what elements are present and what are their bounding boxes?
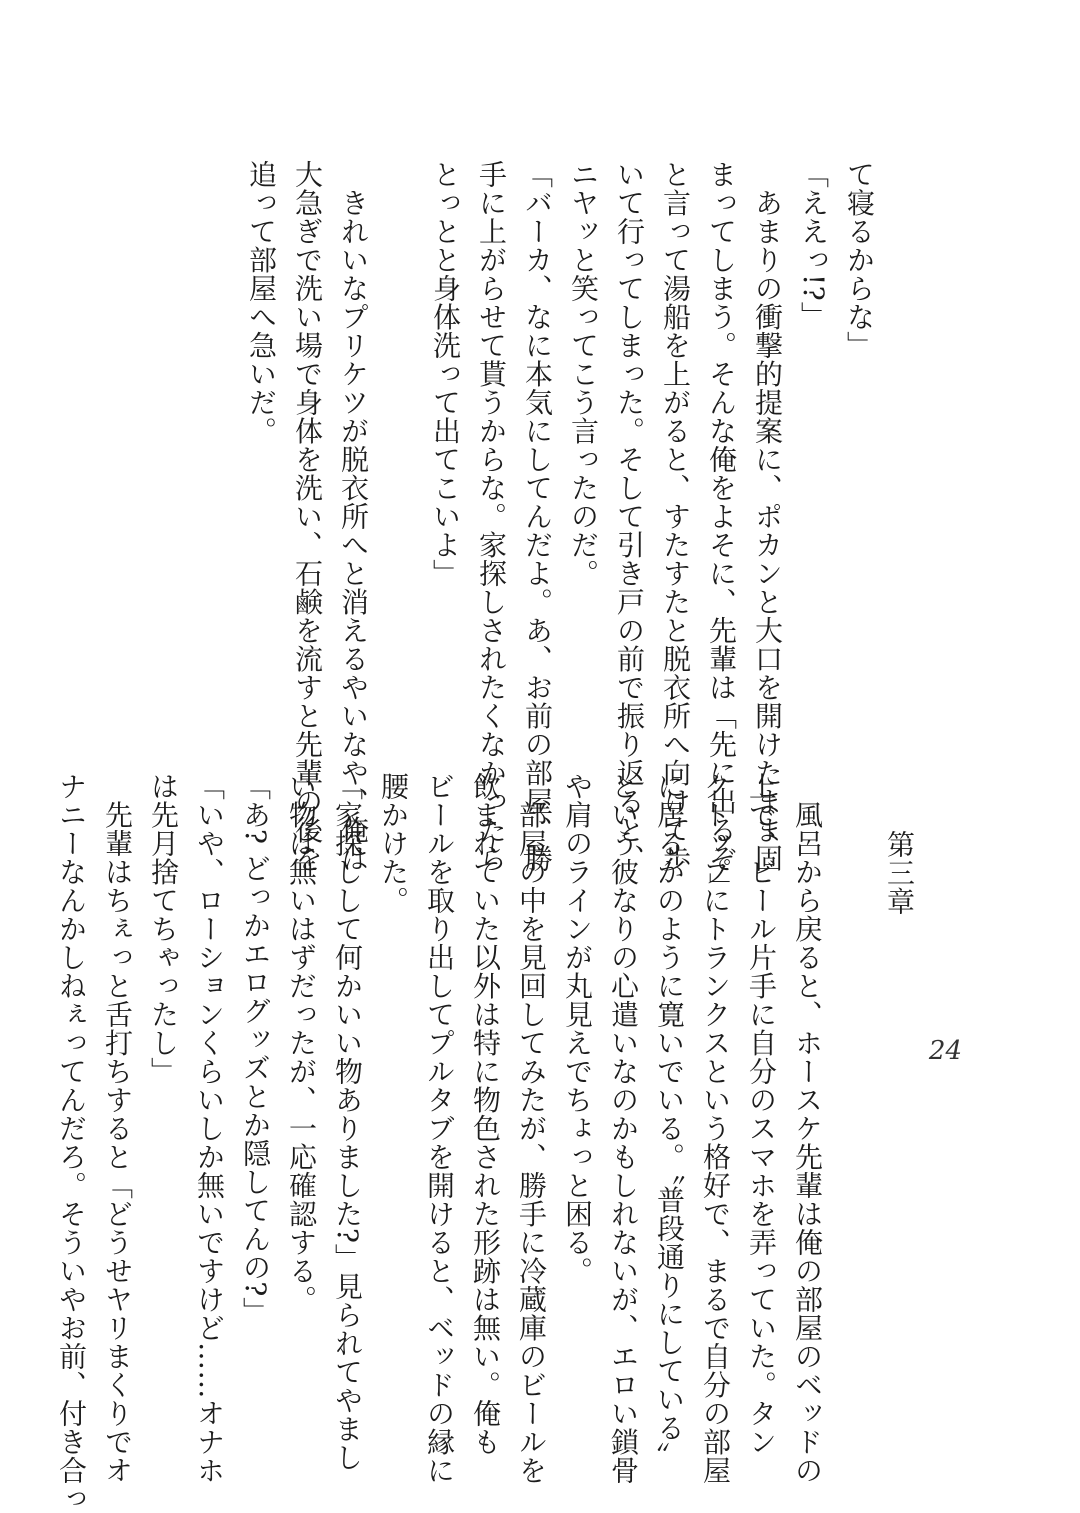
- text-line: ビールを取り出してプルタブを開けると、ベッドの縁に: [423, 772, 456, 1485]
- text-line: とっとと身体洗って出てこいよ」: [429, 160, 462, 588]
- text-line: 腰かけた。: [377, 772, 410, 915]
- text-line: 「ええっ!?」: [797, 160, 830, 330]
- text-line: 「家探しして何かいい物ありました?」見られてやまし: [331, 772, 364, 1472]
- text-line: 飲まれていた以外は特に物色された形跡は無い。俺も: [469, 772, 502, 1456]
- text-line: ニヤッと笑ってこう言ったのだ。: [567, 160, 600, 588]
- text-line: は先月捨てちゃったし」: [147, 772, 180, 1086]
- text-line: ナニーなんかしねぇってんだろ。そういやお前、付き合っ: [55, 772, 88, 1513]
- text-line: て寝るからな」: [843, 160, 876, 360]
- text-line: 手に上がらせて貰うからな。家探しされたくなかったら: [475, 160, 508, 873]
- text-line: や肩のラインが丸見えでちょっと困る。: [561, 772, 594, 1285]
- text-line: いて行ってしまった。そして引き戸の前で振り返ると、: [613, 160, 646, 873]
- text-line: に居るかのように寛いでいる。〝普段通りにしている〟: [653, 772, 686, 1471]
- text-line: と言って湯船を上がると、すたすたと脱衣所へ向けて歩: [659, 160, 692, 873]
- text-line: い物は無いはずだったが、一応確認する。: [285, 772, 318, 1314]
- text-line: 先輩はちぇっと舌打ちすると「どうせヤリまくりでオ: [101, 772, 134, 1485]
- text-line: まってしまう。そんな俺をよそに、先輩は「先に出るぞ」: [705, 160, 738, 901]
- chapter-title: 第三章: [883, 830, 916, 916]
- text-line: 「あ? どっかエログッズとか隠してんの?」: [239, 772, 272, 1326]
- text-line: 「バーカ、なに本気にしてんだよ。あ、お前の部屋、勝: [521, 160, 554, 873]
- page-number: 24: [928, 1036, 962, 1066]
- blank-line: [830, 772, 876, 1513]
- text-line: きれいなプリケツが脱衣所へと消えるやいなや、俺は: [337, 160, 370, 873]
- text-line: 部屋の中を見回してみたが、勝手に冷蔵庫のビールを: [515, 772, 548, 1485]
- text-line: 大急ぎで洗い場で身体を洗い、石鹸を流すと先輩の後を: [291, 160, 324, 873]
- text-line: 上で、ビール片手に自分のスマホを弄っていた。タン: [745, 772, 778, 1456]
- text-line: クトップにトランクスという格好で、まるで自分の部屋: [699, 772, 732, 1485]
- text-line: 追って部屋へ急いだ。: [245, 160, 278, 445]
- text-line: 「いや、ローションくらいしか無いですけど……オナホ: [193, 772, 226, 1485]
- text-line: あまりの衝撃的提案に、ポカンと大口を開けたまま固: [751, 160, 784, 873]
- text-line: という彼なりの心遣いなのかもしれないが、エロい鎖骨: [607, 772, 640, 1485]
- text-line: 風呂から戻ると、ホースケ先輩は俺の部屋のベッドの: [791, 772, 824, 1485]
- lower-text-block: [48, 772, 922, 1513]
